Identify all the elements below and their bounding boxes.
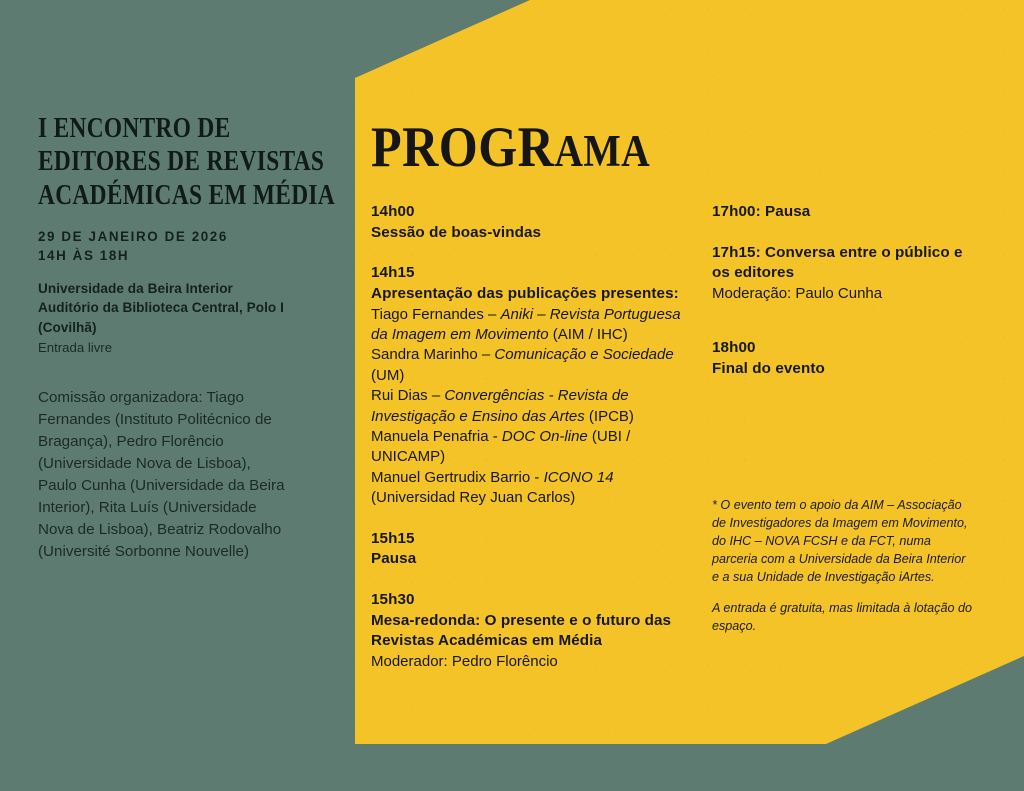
title-line-1: I ENCONTRO DE xyxy=(38,113,231,144)
footnote-support: * O evento tem o apoio da AIM – Associação de Investigadores da Imagem em Movimento, do IHC – NOVA FCSH e da FCT, numa parceria com a Universidade da Beira Interior e a sua Unidade de Investigação iArtes. xyxy=(712,498,968,584)
publication-affiliation: (IPCB) xyxy=(584,407,634,425)
title-line-2: EDITORES DE REVISTAS xyxy=(38,146,325,178)
publication-affiliation: (Universidad Rey Juan Carlos) xyxy=(371,489,576,507)
publication-affiliation: (AIM / IHC) xyxy=(548,326,628,344)
program-slot xyxy=(712,338,982,379)
venue-room: Auditório da Biblioteca Central, Polo I xyxy=(38,300,284,316)
publication-affiliation: (UM) xyxy=(371,366,405,384)
list-item xyxy=(371,386,701,427)
slot-time: 14h00 xyxy=(371,203,415,220)
venue-city: (Covilhã) xyxy=(38,319,97,335)
page-title xyxy=(38,112,336,212)
publication-speaker: Manuela Penafria - xyxy=(371,428,502,446)
title-line-3: ACADÉMICAS EM MÉDIA xyxy=(38,179,336,211)
program-column-left xyxy=(371,202,701,672)
program-slot xyxy=(371,202,701,243)
publication-journal: DOC On-line xyxy=(501,428,588,446)
publication-speaker: Sandra Marinho – xyxy=(371,346,495,364)
footnotes xyxy=(712,497,974,636)
publication-speaker: Tiago Fernandes – xyxy=(371,305,501,323)
program-slot xyxy=(712,243,982,305)
slot-time: 15h15 xyxy=(371,529,415,547)
slot-title: Apresentação das publicações presentes: xyxy=(371,285,679,303)
venue-institution: Universidade da Beira Interior xyxy=(38,281,233,297)
footnote-admission: A entrada é gratuita, mas limitada à lotação do espaço. xyxy=(712,601,972,634)
slot-time: 15h30 xyxy=(371,590,415,608)
programa-heading-part-1: PROGR xyxy=(371,116,555,179)
admission-note: Entrada livre xyxy=(38,339,113,355)
list-item xyxy=(371,305,701,346)
publication-journal: ICONO 14 xyxy=(543,468,614,486)
event-time-range: 14H ÀS 18H xyxy=(38,247,130,263)
publication-speaker: Rui Dias – xyxy=(371,387,445,405)
slot-time: 14h15 xyxy=(371,264,415,282)
list-item xyxy=(371,468,701,509)
publication-affiliation: (UBI / UNICAMP) xyxy=(371,428,631,466)
left-info-column xyxy=(38,112,336,563)
program-slot xyxy=(371,263,701,508)
publication-journal: Aniki – Revista Portuguesa da Imagem em Movimento xyxy=(371,305,681,344)
programa-heading xyxy=(371,115,650,180)
program-column-right xyxy=(712,202,982,380)
program-slot xyxy=(371,590,701,672)
slot-moderator: Moderador: Pedro Florêncio xyxy=(371,652,558,670)
slot-title: Mesa-redonda: O presente e o futuro das Revistas Académicas em Média xyxy=(371,611,672,650)
slot-title: Pausa xyxy=(371,550,417,568)
slot-moderator: Moderação: Paulo Cunha xyxy=(712,285,883,303)
slot-title: Sessão de boas-vindas xyxy=(371,223,542,241)
organizing-committee: Comissão organizadora: Tiago Fernandes (Instituto Politécnico de Bragança), Pedro Florêncio (Universidade Nova de Lisboa), Paulo Cunha (Universidade da Beira Interior), Rita Luís (Universidade Nova de Lisboa), Beatriz Rodovalho (Université Sorbonne Nouvelle) xyxy=(38,389,285,560)
slot-time: 17h00: Pausa xyxy=(712,203,811,220)
program-slot xyxy=(371,529,701,570)
program-slot xyxy=(712,202,982,223)
list-item xyxy=(371,427,701,468)
publication-journal: Convergências - Revista de Investigação e Ensino das Artes xyxy=(371,387,629,425)
publications-list xyxy=(371,305,701,509)
list-item xyxy=(371,345,701,386)
slot-time: 17h15: Conversa entre o público e os editores xyxy=(712,243,963,282)
slot-time: 18h00 xyxy=(712,339,756,357)
event-date: 29 DE JANEIRO DE 2026 xyxy=(38,229,228,245)
publication-speaker: Manuel Gertrudix Barrio - xyxy=(371,468,544,486)
programa-heading-part-2: AMA xyxy=(554,126,651,176)
publication-journal: Comunicação e Sociedade xyxy=(494,346,674,364)
slot-title: Final do evento xyxy=(712,360,825,378)
